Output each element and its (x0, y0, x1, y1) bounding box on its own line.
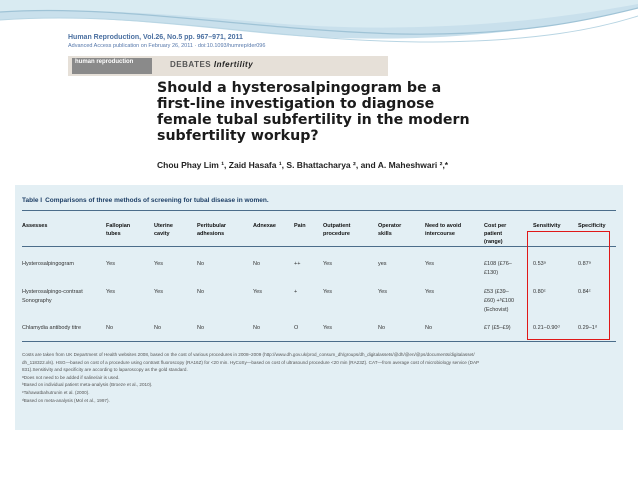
table-header-cell: Peritubular (197, 223, 227, 229)
footnote-line: Costs are taken from UK Department of Health websites 2008, based on the cost of various procedures in 2008–2009 (http://www.dh.gov.uk/prod_consum_dh/groups/dh_digitalassets/@dh/@en/@ps/documents/digitalasset/ (22, 352, 475, 357)
article-title (157, 80, 607, 144)
table-cell: Yes (323, 325, 332, 331)
table-cell: £53 (£39– (484, 289, 509, 295)
table-cell: 0.21–0.90ᵈ (533, 325, 560, 331)
table-header-cell: procedure (323, 231, 350, 237)
table-header-cell: cavity (154, 231, 170, 237)
section-label (170, 60, 253, 69)
table-header-cell: Assesses (22, 223, 48, 229)
table-header-cell: skills (378, 231, 392, 237)
table-cell: No (425, 325, 433, 331)
table-cell: 0.29–1ᵈ (578, 325, 597, 331)
debates-topic: Infertility (213, 60, 254, 69)
table-cell: Hysterosalpingogram (22, 261, 74, 267)
table-cell: Yes (154, 261, 163, 267)
table-cell: Yes (253, 289, 262, 295)
footnote-line: ᶜTahawatbahutrunin et al. (2000). (22, 390, 90, 395)
footnote-line: dh_118322.xls). HSG—based on cost of a procedure using contrast fluoroscopy (RA16Z) for <20 min. HyCoSy—based on cost of ultrasound procedure <20 min (RA23Z). CAT—from average cost of microbiology service (DAP (22, 359, 480, 365)
table-cell: No (197, 325, 205, 331)
table-cell: Yes (378, 289, 387, 295)
journal-logo: human reproduction (72, 58, 152, 74)
table-header-cell: Outpatient (323, 223, 351, 229)
footnote-line: 831).Sensitivity and specificity are according to laparoscopy as the gold standard. (22, 367, 188, 373)
table-header-cell: Operator (378, 223, 402, 229)
table-cell: yes (378, 261, 387, 267)
table-header-cell: patient (484, 231, 503, 237)
table-header-cell: Cost per (484, 223, 507, 229)
table-cell: Yes (323, 289, 332, 295)
table-top-rule (22, 210, 616, 211)
table-cell: Yes (106, 289, 115, 295)
table-cell: Yes (425, 289, 434, 295)
title-line: first-line investigation to diagnose (157, 96, 435, 112)
table-cell: No (154, 325, 162, 331)
table-cell: + (294, 289, 298, 295)
table-cell: £108 (£76– (484, 261, 512, 267)
table-cell: Yes (425, 261, 434, 267)
table-caption (22, 197, 272, 204)
table-caption-text: Comparisons of three methods of screening for tubal disease in women. (45, 197, 269, 204)
table-cell: Chlamydia antibody titre (22, 325, 82, 331)
table-cell: No (378, 325, 386, 331)
table-cell: Sonography (22, 298, 52, 304)
decorative-header-swoosh (0, 0, 638, 60)
table-header-cell: Pain (294, 223, 306, 229)
footnote-line: ᵃDoes not need to be added if saline/air is used. (22, 374, 120, 380)
title-line: female tubal subfertility in the modern (157, 112, 470, 128)
table-header-cell: Adnexae (253, 223, 276, 229)
table-cell: 0.87ᵃ (578, 261, 591, 267)
table-header-cell: Sensitivity (533, 223, 561, 229)
title-line: Should a hysterosalpingogram be a (157, 80, 442, 96)
advance-access-line: Advanced Access publication on February 26, 2011 · doi:10.1093/humrep/der096 (68, 43, 266, 49)
sensitivity-specificity-highlight (527, 231, 610, 340)
table-cell: No (106, 325, 114, 331)
table-caption-label: Table I (22, 197, 43, 204)
table-header-cell: Specificity (578, 223, 606, 229)
table-cell: Yes (323, 261, 332, 267)
table-header-cell: intercourse (425, 231, 455, 237)
table-header-cell: Fallopian (106, 223, 131, 229)
table-header-cell: adhesions (197, 231, 225, 237)
table-cell: 0.84ᶜ (578, 289, 591, 295)
footnote-line: ᵇBased on individual patient meta-analysis (Broeze et al., 2010). (22, 382, 153, 388)
table-cell: £130) (484, 270, 499, 276)
table-cell: No (253, 325, 261, 331)
table-bottom-rule (22, 341, 616, 342)
table-cell: O (294, 325, 299, 331)
table-cell: Hysterosalpingo-contrast (22, 289, 83, 295)
table-cell: No (197, 261, 205, 267)
table-cell: ++ (294, 261, 301, 267)
table-cell: £7 (£5–£9) (484, 325, 511, 331)
table-cell: (Echovist) (484, 307, 509, 313)
table-cell: 0.80ᶜ (533, 289, 546, 295)
table-cell: Yes (106, 261, 115, 267)
table-header-cell: Need to avoid (425, 223, 462, 229)
journal-citation: Human Reproduction, Vol.26, No.5 pp. 967–971, 2011 (68, 34, 243, 41)
table-cell: No (197, 289, 205, 295)
table-header-cell: (range) (484, 239, 503, 245)
table-header-cell: Uterine (154, 223, 173, 229)
table-cell: £60) +ᵇ£100 (484, 298, 515, 304)
table-cell: No (253, 261, 261, 267)
article-authors: Chou Phay Lim ¹, Zaid Hasafa ¹, S. Bhattacharya ², and A. Maheshwari ²,* (157, 160, 449, 170)
table-header-cell: tubes (106, 231, 121, 237)
table-cell: 0.53ᵃ (533, 261, 546, 267)
table-cell: Yes (154, 289, 163, 295)
debates-label: DEBATES (170, 60, 212, 69)
footnote-line: ᵈBased on meta-analysis (Mol et al., 1997). (22, 397, 110, 403)
title-line: subfertility workup? (157, 128, 319, 144)
